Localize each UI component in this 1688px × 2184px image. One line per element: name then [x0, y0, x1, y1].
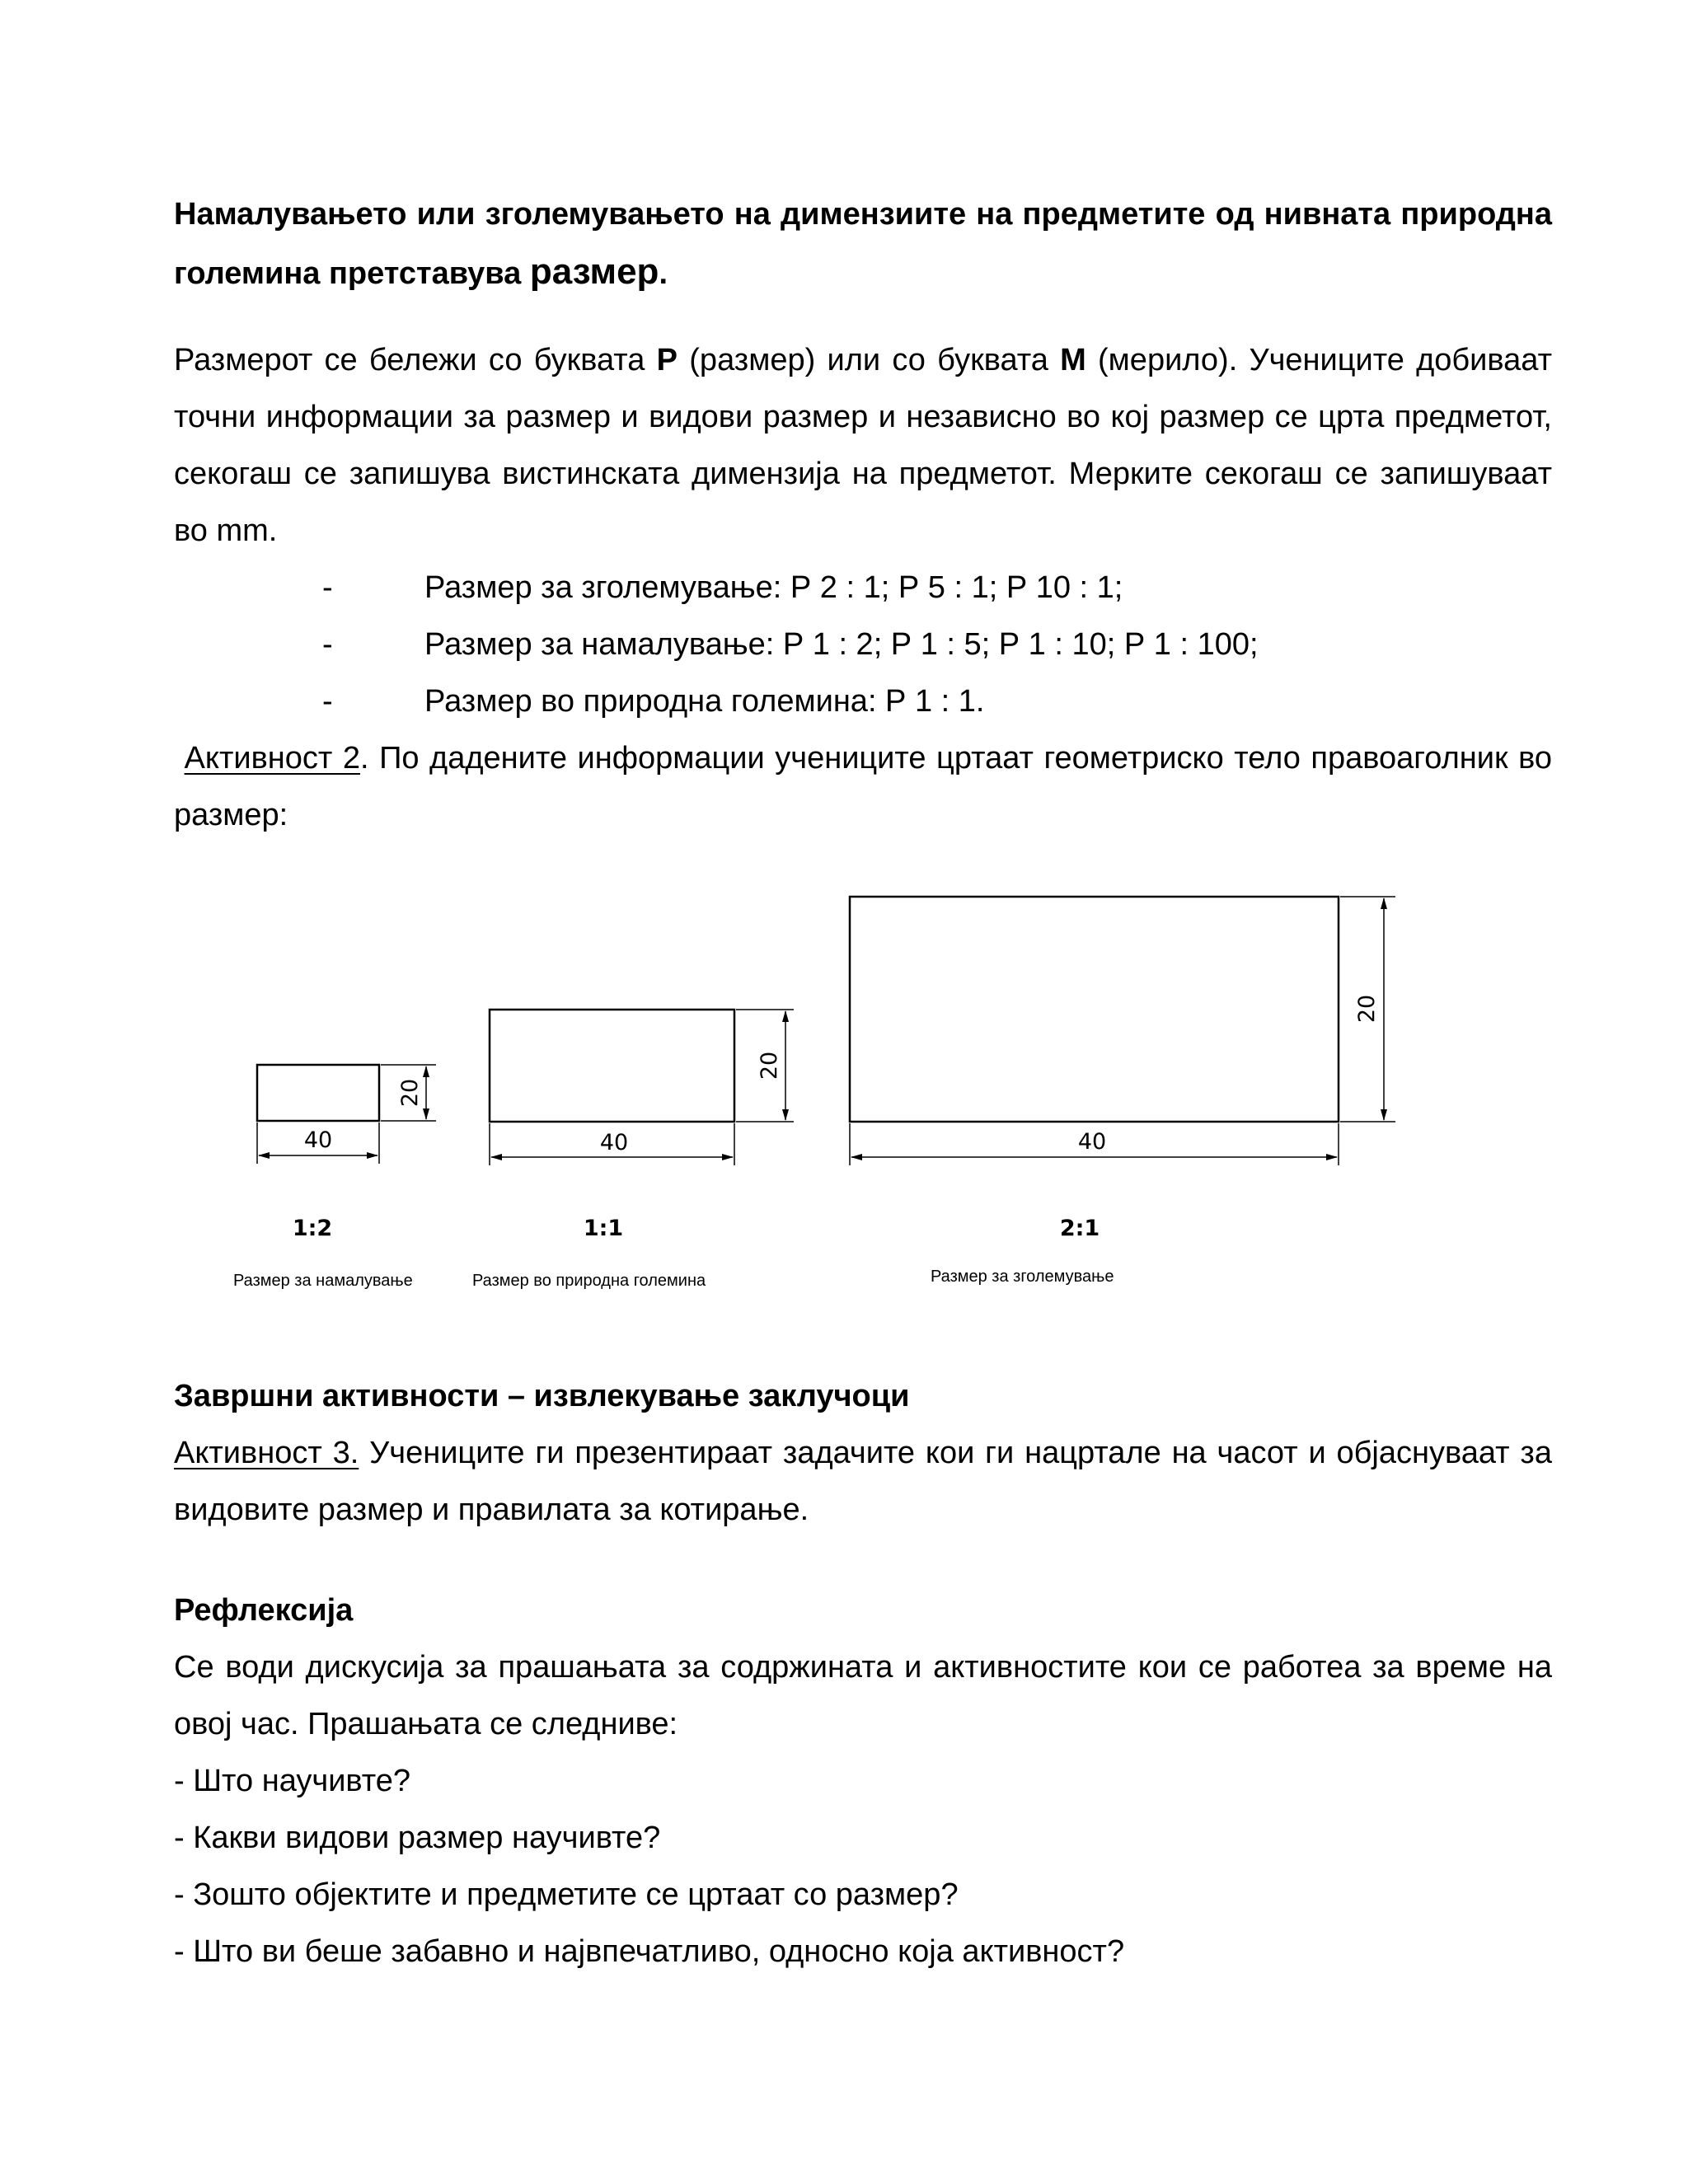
activity-2-label: Активност 2: [184, 741, 360, 776]
intro-text: Намалувањето или зголемувањето на димензиите на предметите од нивната природна големина претставува: [174, 197, 1552, 291]
list-item: [174, 673, 1552, 730]
activity-3-paragraph: [174, 1425, 1552, 1539]
list-item-text: Размер во природна големина: Р 1 : 1.: [424, 684, 985, 719]
scale-explanation-paragraph: [174, 332, 1552, 560]
rectangle-1-2: [257, 1065, 379, 1121]
activity-2-text: . По дадените информации учениците цртаат геометриско тело правоаголник во размер:: [174, 741, 1553, 832]
height-label: 20: [757, 1051, 782, 1080]
rectangle-1-1: [490, 1010, 734, 1122]
height-label: 20: [1354, 994, 1380, 1024]
ratio-label: 2:1: [1059, 1216, 1100, 1241]
width-label: 40: [599, 1130, 629, 1155]
question-item: - Какви видови размер научивте?: [174, 1821, 661, 1855]
drawing-scale-1-1: [490, 1010, 794, 1165]
width-label: 40: [1077, 1129, 1107, 1155]
caption-reduction: Размер за намалување: [233, 1272, 413, 1290]
list-item: [174, 560, 1552, 616]
para-part-2: (размер) или со буквата: [689, 343, 1048, 377]
letter-p: Р: [656, 343, 678, 377]
rectangle-2-1: [850, 897, 1339, 1122]
scale-drawings: [174, 855, 1552, 1343]
list-item: [174, 616, 1552, 673]
list-item-text: Размер за намалување: Р 1 : 2; Р 1 : 5; Р 1 : 10; Р 1 : 100;: [424, 627, 1259, 662]
width-label: 40: [303, 1127, 333, 1153]
list-item-text: Размер за зголемување: Р 2 : 1; Р 5 : 1; Р 10 : 1;: [424, 570, 1123, 605]
list-dash: -: [322, 570, 333, 605]
intro-paragraph: [174, 186, 1552, 302]
intro-end: .: [659, 256, 668, 291]
scale-types-list: [174, 560, 1552, 730]
letter-m: М: [1060, 343, 1086, 377]
list-dash: -: [322, 627, 333, 662]
activity-3-text: Учениците ги презентираат задачите кои ги нацртале на часот и објаснуваат за видовите размер и правилата за котирање.: [174, 1436, 1552, 1527]
para-part-3: (мерило). Учениците добиваат точни информации за размер и видови размер и независно во кој размер се црта предметот, секогаш се запишува вистинската димензија на предметот. Мерките секогаш се запишуваат во mm.: [174, 343, 1553, 548]
caption-enlargement: Размер за зголемување: [931, 1268, 1114, 1286]
list-dash: -: [322, 684, 333, 719]
ratio-label: 1:2: [292, 1216, 333, 1241]
question-item: - Што научивте?: [174, 1764, 411, 1798]
drawing-scale-2-1: [850, 897, 1395, 1165]
activity-2-paragraph: [174, 730, 1552, 844]
question-item: - Зошто објектите и предметите се цртаат со размер?: [174, 1877, 959, 1912]
scale-figure: [174, 855, 1552, 1343]
activity-3-label: Активност 3.: [174, 1436, 359, 1470]
reflection-text: Се води дискусија за прашањата за содржината и активностите кои се работеа за време на овој час. Прашањата се следниве:: [174, 1650, 1552, 1741]
question-item: - Што ви беше забавно и највпечатливо, односно која активност?: [174, 1934, 1125, 1969]
ratio-label: 1:1: [583, 1216, 624, 1241]
document-page: [174, 186, 1552, 1980]
height-label: 20: [397, 1078, 423, 1108]
final-activities-heading: Завршни активности – извлекување заклучоци: [174, 1379, 910, 1413]
intro-term: размер: [529, 251, 659, 292]
reflection-heading: Рефлексија: [174, 1593, 354, 1628]
caption-natural: Размер во природна големина: [472, 1272, 706, 1290]
para-part-1: Размерот се бележи со буквата: [174, 343, 645, 377]
